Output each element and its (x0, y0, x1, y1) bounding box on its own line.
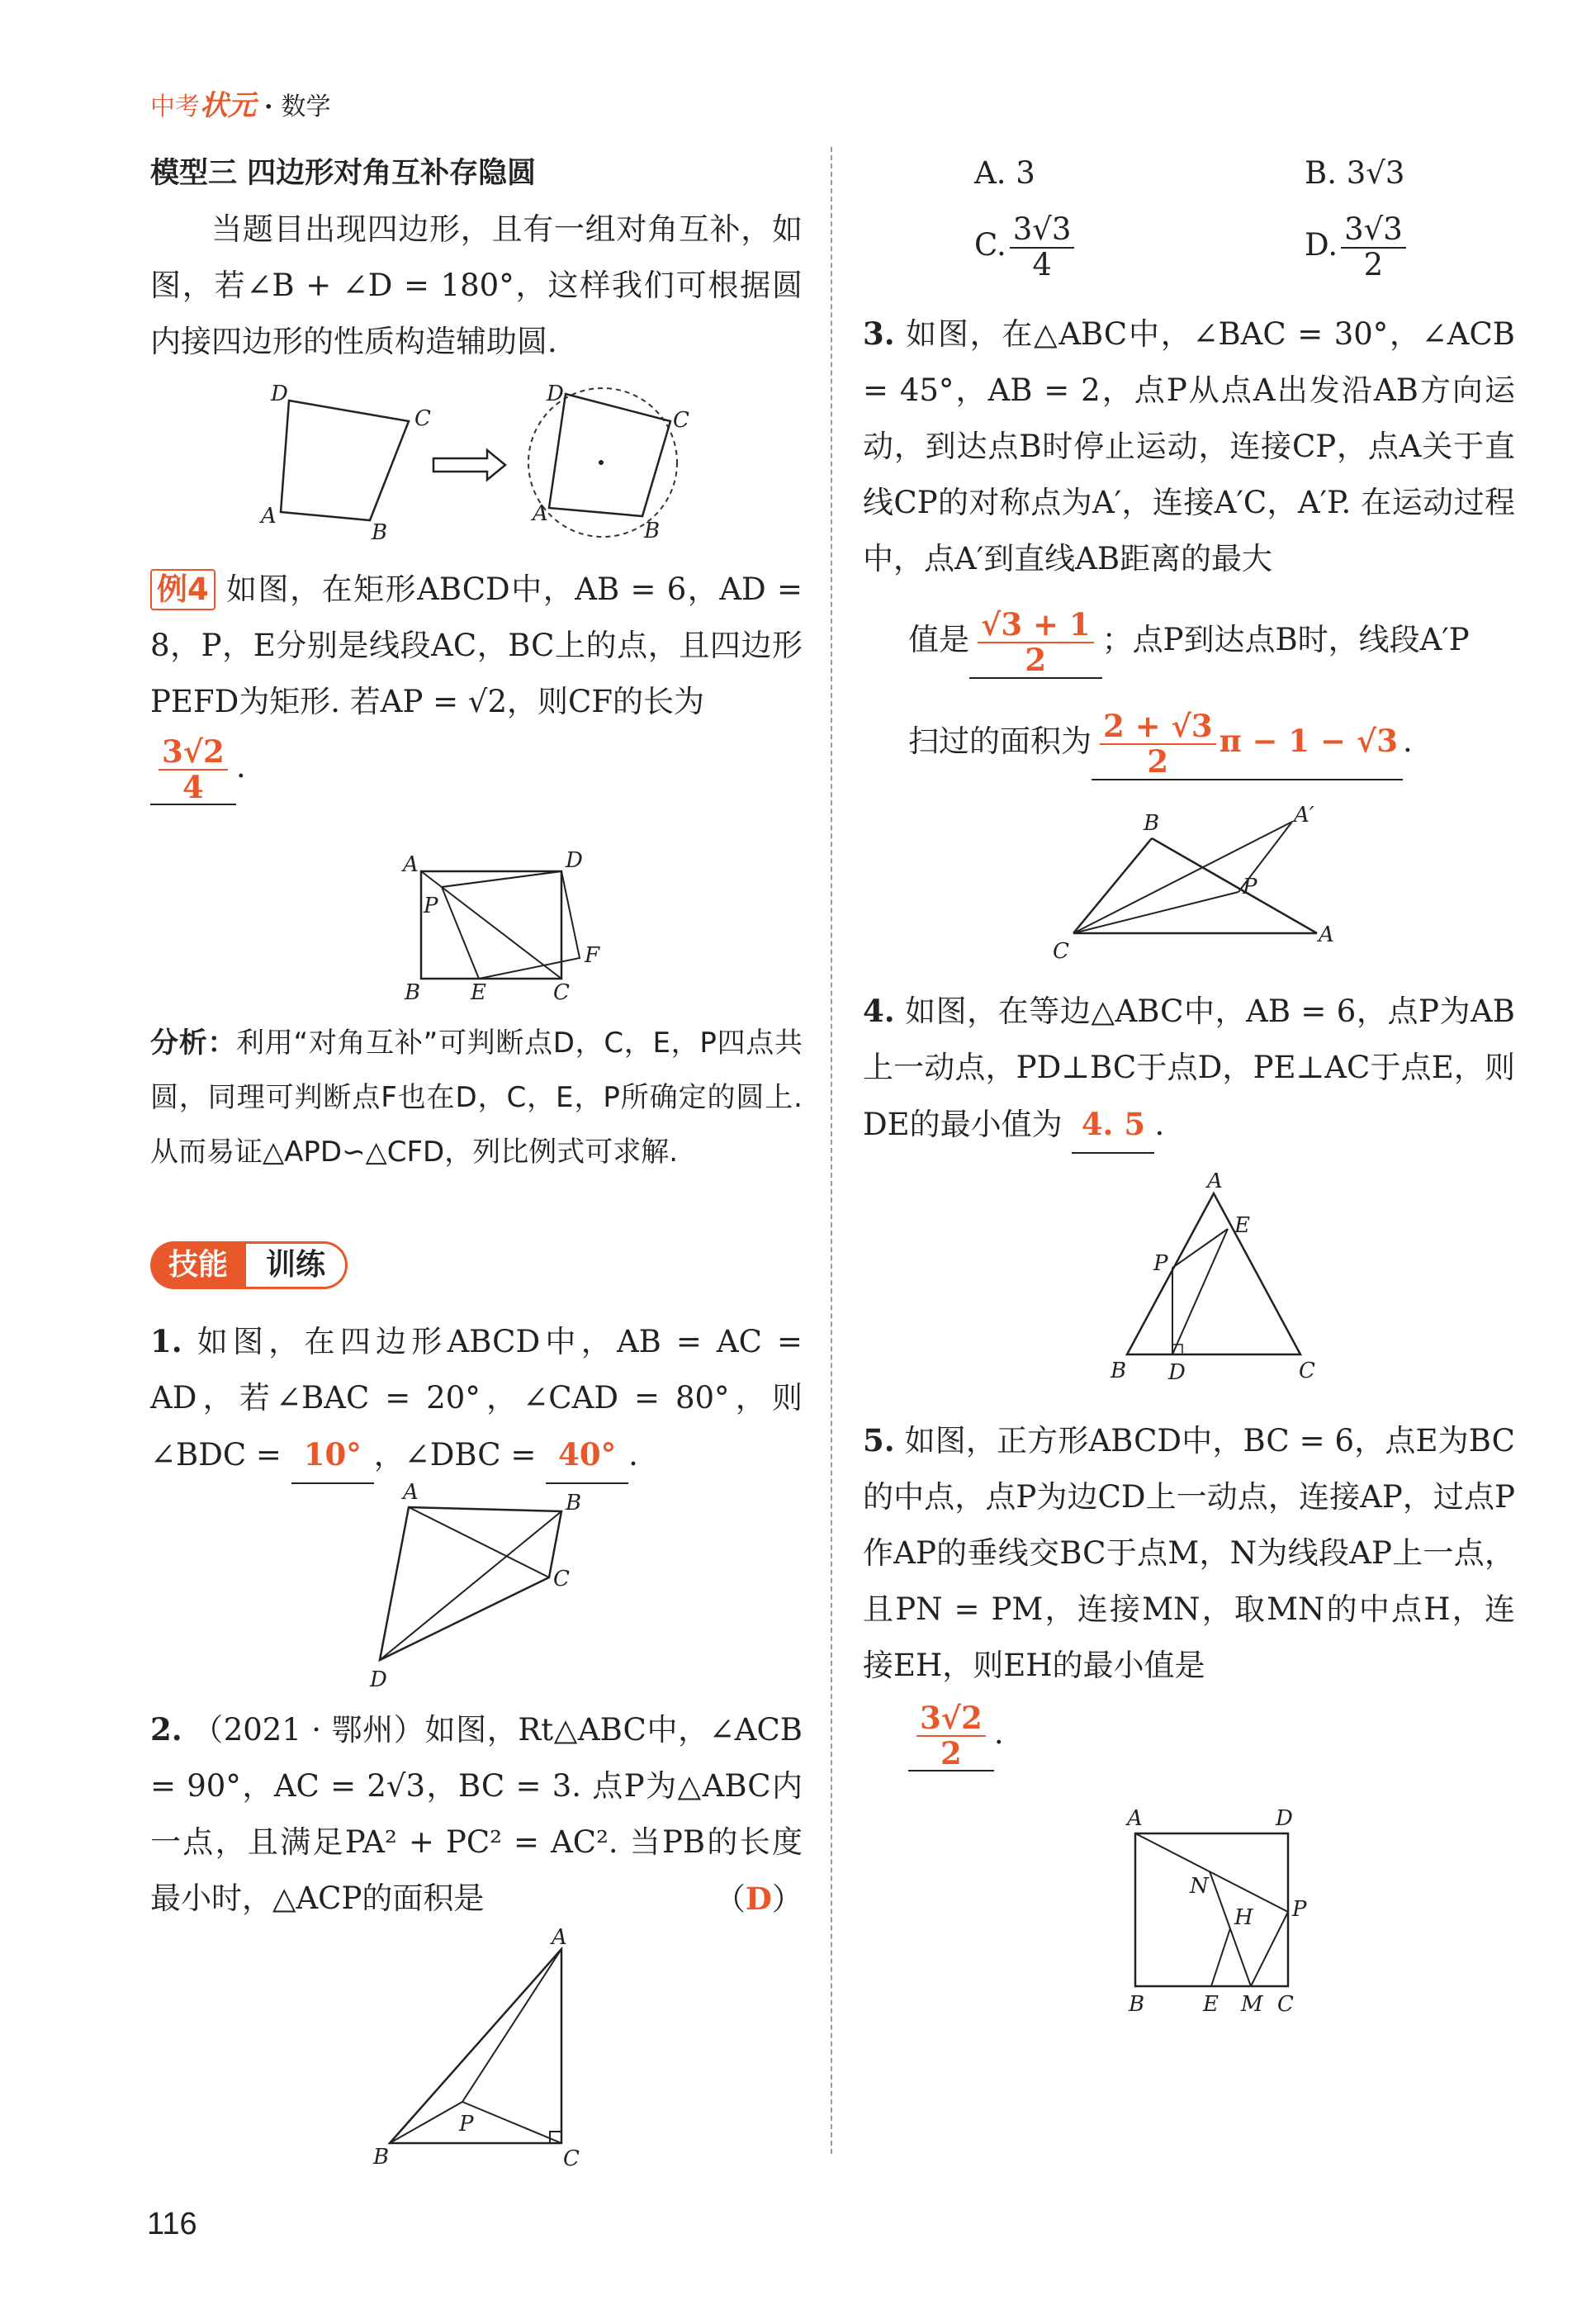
label-D: D (370, 1667, 387, 1692)
option-d-num: 3√3 (1341, 213, 1406, 249)
q5-answer-row (908, 1701, 1560, 1771)
label-B: B (1111, 1359, 1127, 1383)
q5-figure (1111, 1800, 1325, 2015)
q4-figure (1102, 1173, 1333, 1387)
section-b: 训练 (246, 1241, 348, 1289)
label-A: A (1319, 922, 1334, 947)
ex4-end: . (235, 749, 246, 785)
brand-logo: 状元 (200, 89, 256, 122)
label-C: C (1053, 939, 1069, 964)
column-divider (831, 147, 832, 2154)
quad-shape (281, 401, 409, 520)
q3-num: 3. (863, 315, 895, 352)
label-A: A (1207, 1173, 1223, 1193)
q2-paren-l: （ (714, 1881, 746, 1917)
option-b: B. 3√3 (1305, 155, 1405, 191)
label-N: N (1190, 1874, 1209, 1899)
q3-block (863, 306, 1515, 587)
ex4-ans-num: 3√2 (159, 735, 228, 771)
label-D2: D (547, 382, 564, 406)
label-C: C (1299, 1359, 1315, 1383)
q5-end: . (993, 1715, 1004, 1752)
q3-ans2-tail: π − 1 − √3 (1219, 723, 1398, 759)
q1-ans2: 40° (546, 1426, 628, 1484)
q4-answer: 4. 5 (1072, 1096, 1154, 1154)
option-c-label: C. (974, 227, 1006, 263)
label-P: P (424, 894, 438, 918)
header-dot: · (264, 92, 273, 121)
q2-block (150, 1701, 803, 1928)
q1-end: . (628, 1437, 638, 1473)
example4-text: 如图，在矩形ABCD中，AB = 6，AD = 8，P，E分别是线段AC，BC上的点，且四边形PEFD为矩形. 若AP = √2，则CF的长为 (150, 572, 803, 719)
option-c (974, 213, 1077, 282)
q3-l3a: 扫过的面积为 (908, 723, 1092, 759)
q5-num: 5. (863, 1422, 895, 1458)
label-B: B (1129, 1992, 1145, 2015)
q3-l2b: ；点P到达点B时，线段A′P (1101, 622, 1470, 657)
q2-num: 2. (150, 1711, 182, 1748)
label-A2: A (533, 501, 548, 526)
label-D: D (1168, 1360, 1186, 1385)
label-E: E (1234, 1213, 1250, 1238)
page-number: 116 (147, 2207, 197, 2241)
q1-text: 如图，在四边形ABCD中，AB = AC = AD，若∠BAC = 20°，∠CAD = 80°，则∠BDC = (150, 1324, 803, 1473)
option-d-den: 2 (1363, 246, 1384, 282)
option-c-num: 3√3 (1010, 213, 1075, 249)
label-B2: B (644, 519, 661, 543)
label-C: C (414, 406, 431, 431)
q3-ans2-num: 2 + √3 (1100, 709, 1216, 745)
label-B: B (405, 980, 421, 1003)
q1-ans1: 10° (291, 1426, 374, 1484)
label-P: P (1292, 1897, 1307, 1922)
label-B: B (372, 520, 388, 545)
q2-answer: D (745, 1881, 772, 1917)
example4-figure (396, 847, 611, 1003)
label-C: C (1277, 1992, 1294, 2015)
label-H: H (1234, 1905, 1253, 1930)
q5-text: 如图，正方形ABCD中，BC = 6，点E为BC的中点，点P为边CD上一动点，连接AP，过点P作AP的垂线交BC于点M，N为线段AP上一点，且PN = PM，连接MN，取MN的中点H，连接EH，则EH的最小值是 (863, 1423, 1515, 1683)
q1-num: 1. (150, 1323, 182, 1359)
q2-text: （2021 · 鄂州）如图，Rt△ABC中，∠ACB = 90°，AC = 2√3，BC = 3. 点P为△ABC内一点，且满足PA² + PC² = AC². 当PB的长度最小时，△ACP的面积是 (150, 1712, 803, 1916)
q1-figure (355, 1470, 603, 1693)
q5-ans-num: 3√2 (916, 1701, 986, 1737)
q4-block (863, 983, 1515, 1154)
label-A: A (403, 852, 419, 877)
q1-mid: ，∠DBC = (373, 1437, 537, 1473)
analysis-block (150, 1016, 803, 1179)
q3-end: . (1403, 723, 1413, 759)
q4-num: 4. (863, 993, 895, 1029)
label-M: M (1241, 1992, 1263, 2015)
label-A-prime: A′ (1294, 803, 1314, 828)
option-d-label: D. (1305, 227, 1338, 263)
label-B: B (1144, 811, 1160, 836)
q2-paren-r: ） (772, 1881, 803, 1917)
analysis-text: 利用“对角互补”可判断点D，C，E，P四点共圆，同理可判断点F也在D，C，E，P所确定的圆上. 从而易证△APD∽△CFD，列比例式可求解. (150, 1027, 803, 1169)
arrow-icon (433, 450, 505, 480)
example4-block (150, 562, 803, 805)
option-a: A. 3 (974, 155, 1035, 191)
label-B: B (566, 1491, 582, 1515)
label-B: B (373, 2145, 390, 2170)
q3-l2a: 值是 (908, 622, 969, 657)
label-C: C (563, 2146, 580, 2171)
q3-ans1-den: 2 (1025, 641, 1047, 678)
q3-answers (908, 603, 1560, 780)
label-P: P (1243, 875, 1257, 899)
q4-end: . (1154, 1107, 1165, 1142)
label-C2: C (673, 408, 689, 433)
label-P: P (1153, 1251, 1168, 1276)
page-header (150, 83, 330, 123)
label-E: E (471, 980, 486, 1003)
ex4-ans-den: 4 (182, 768, 204, 805)
label-A: A (552, 1925, 567, 1950)
subject-label: 数学 (281, 92, 331, 121)
example-tag: 例4 (150, 569, 215, 610)
section-banner (150, 1239, 348, 1292)
q1-block (150, 1313, 803, 1484)
label-C: C (553, 1567, 570, 1591)
label-E: E (1203, 1992, 1219, 2015)
q3-text: 如图，在△ABC中，∠BAC = 30°，∠ACB = 45°，AB = 2，点P从点A出发沿AB方向运动，到达点B时停止运动，连接CP，点A关于直线CP的对称点为A′，连接A′C，A′P. 在运动过程中，点A′到直线AB距离的最大 (863, 316, 1515, 576)
q4-text: 如图，在等边△ABC中，AB = 6，点P为AB上一动点，PD⊥BC于点D，PE⊥AC于点E，则DE的最小值为 (863, 994, 1515, 1142)
q3-ans2-den: 2 (1147, 742, 1169, 780)
model3-title: 模型三 四边形对角互补存隐圆 (150, 157, 537, 190)
label-D: D (566, 848, 583, 873)
model3-block (150, 145, 803, 370)
section-a: 技能 (150, 1241, 246, 1289)
brand-prefix: 中考 (150, 92, 200, 121)
q5-block (863, 1412, 1515, 1694)
label-D: D (1276, 1806, 1293, 1831)
label-A: A (403, 1480, 419, 1505)
label-D: D (271, 382, 288, 406)
q3-ans1-num: √3 + 1 (978, 608, 1094, 643)
q3-figure (1036, 801, 1350, 966)
label-C: C (553, 980, 570, 1003)
model3-intro: 当题目出现四边形，且有一组对角互补，如图，若∠B + ∠D = 180°，这样我们可根据圆内接四边形的性质构造辅助圆. (150, 211, 803, 359)
label-A: A (1127, 1806, 1143, 1831)
option-d (1305, 213, 1409, 282)
analysis-label: 分析： (150, 1027, 237, 1060)
model3-figure (248, 376, 727, 553)
label-F: F (585, 943, 600, 968)
inscribed-quad (549, 394, 670, 516)
q2-figure (363, 1924, 611, 2172)
label-P: P (459, 2112, 474, 2137)
q5-ans-den: 2 (940, 1734, 962, 1771)
option-c-den: 4 (1032, 246, 1052, 282)
label-A: A (261, 504, 277, 529)
